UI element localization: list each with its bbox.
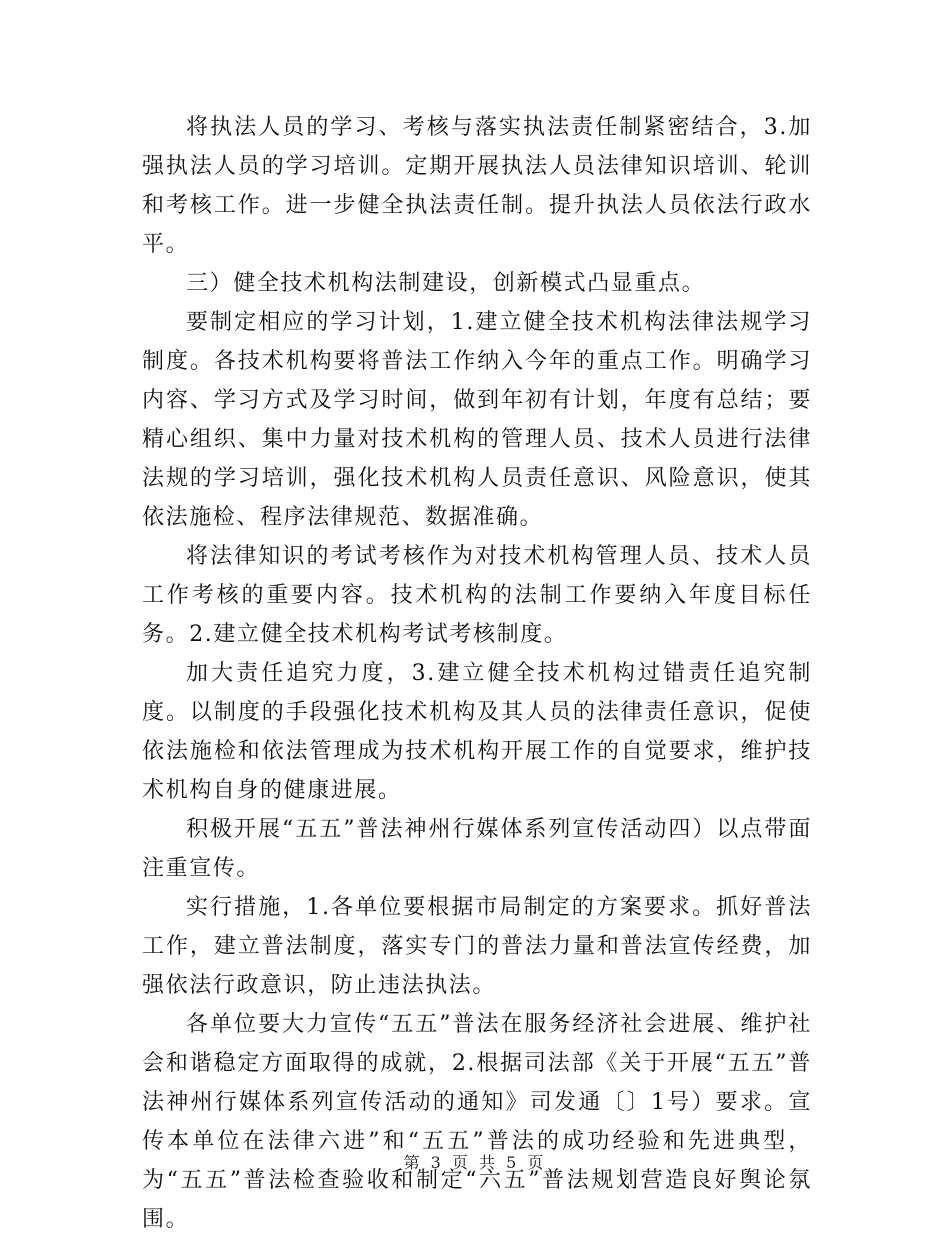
paragraph: 要制定相应的学习计划，1.建立健全技术机构法律法规学习制度。各技术机构要将普法工作纳入今年的重点工作。明确学习内容、学习方式及学习时间，做到年初有计划，年度有总结；要精心组织、集中力量对技术机构的管理人员、技术人员进行法律法规的学习培训，强化技术机构人员责任意识、风险意识，使其依法施检、程序法律规范、数据准确。 <box>142 310 812 530</box>
paragraph: 将法律知识的考试考核作为对技术机构管理人员、技术人员工作考核的重要内容。技术机构的法制工作要纳入年度目标任务。2.建立健全技术机构考试考核制度。 <box>142 544 812 647</box>
paragraph: 实行措施，1.各单位要根据市局制定的方案要求。抓好普法工作，建立普法制度，落实专门的普法力量和普法宣传经费，加强依法行政意识，防止违法执法。 <box>142 895 812 998</box>
paragraph: 各单位要大力宣传“五五”普法在服务经济社会进展、维护社会和谐稳定方面取得的成就，2.根据司法部《关于开展“五五”普法神州行媒体系列宣传活动的通知》司发通〔〕1号）要求。宣传本单位在法律六进”和“五五”普法的成功经验和先进典型，为“五五”普法检查验收和制定“六五”普法规划营造良好舆论氛围。 <box>142 1012 812 1232</box>
paragraph: 将执法人员的学习、考核与落实执法责任制紧密结合，3.加强执法人员的学习培训。定期开展执法人员法律知识培训、轮训和考核工作。进一步健全执法责任制。提升执法人员依法行政水平。 <box>142 115 812 257</box>
paragraph: 积极开展“五五”普法神州行媒体系列宣传活动四）以点带面注重宣传。 <box>142 817 812 881</box>
section-heading: 三）健全技术机构法制建设，创新模式凸显重点。 <box>186 271 706 296</box>
document-body <box>142 108 812 1239</box>
page-number-footer: 第 3 页 共 5 页 <box>403 1153 547 1172</box>
paragraph: 加大责任追究力度，3.建立健全技术机构过错责任追究制度。以制度的手段强化技术机构及其人员的法律责任意识，促使依法施检和依法管理成为技术机构开展工作的自觉要求，维护技术机构自身的健康进展。 <box>142 661 812 803</box>
